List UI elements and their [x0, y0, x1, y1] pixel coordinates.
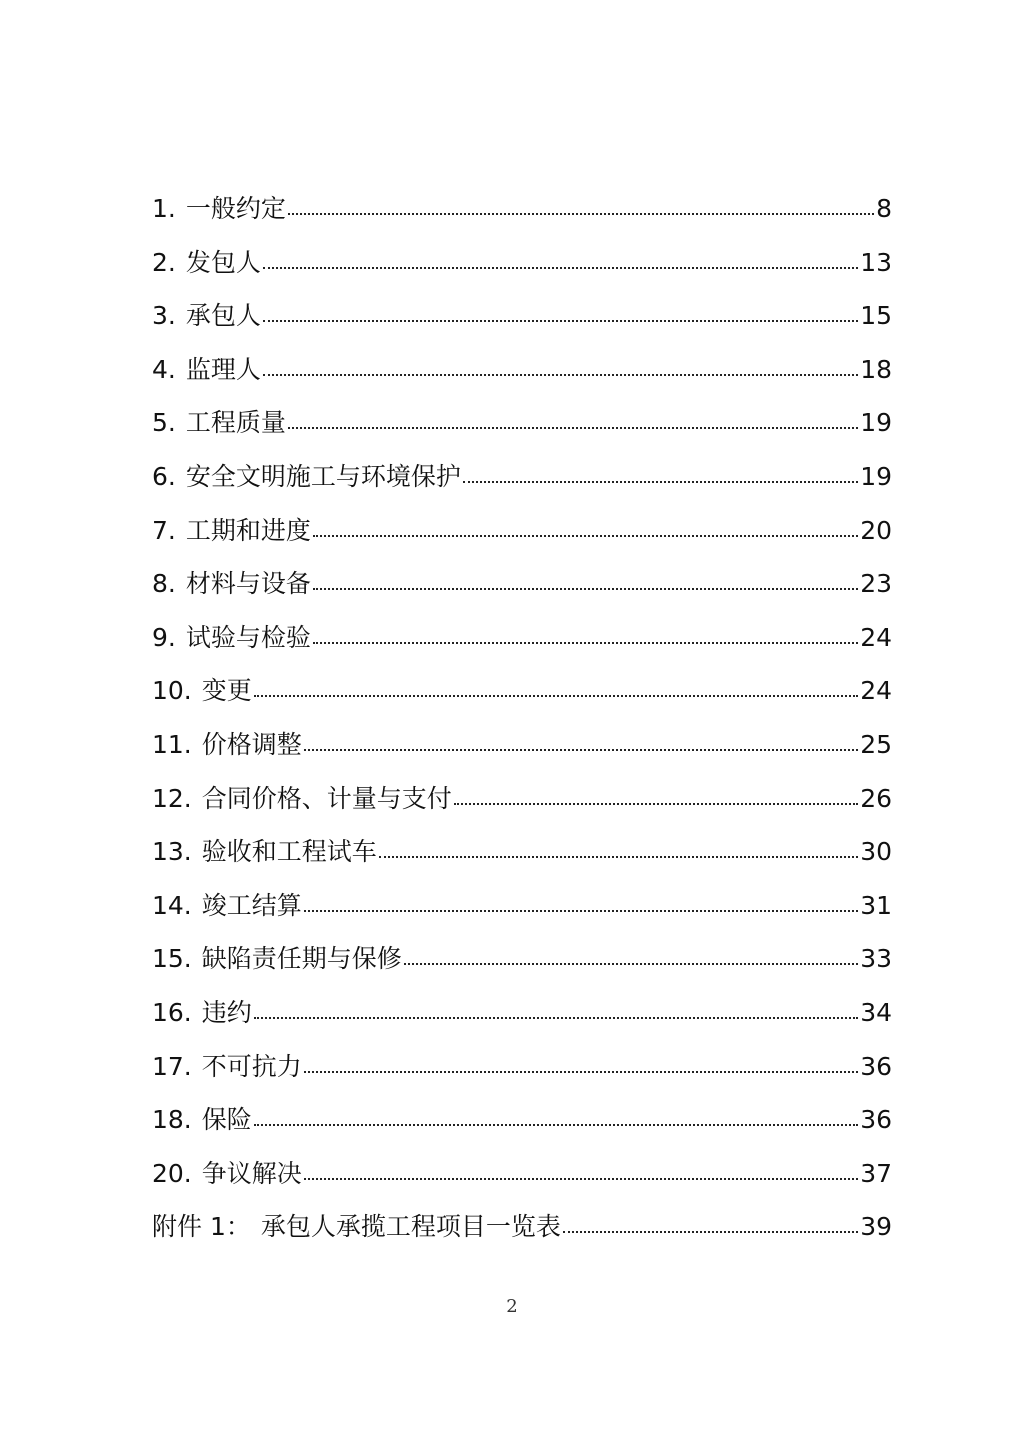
toc-entry-number: 6.: [152, 461, 176, 491]
toc-entry[interactable]: [152, 504, 892, 558]
toc-entry-number: 8.: [152, 569, 176, 599]
page-number: 2: [506, 1296, 518, 1317]
toc-entry[interactable]: [152, 718, 892, 772]
toc-entry-number: 16.: [152, 997, 192, 1027]
toc-entry-number: 12.: [152, 783, 192, 813]
toc-entry[interactable]: [152, 236, 892, 290]
toc-entry-page: 18: [860, 354, 892, 384]
toc-entry[interactable]: [152, 396, 892, 450]
toc-entry-number: 14.: [152, 890, 192, 920]
dot-leader: [254, 1103, 858, 1128]
toc-entry[interactable]: [152, 879, 892, 933]
toc-entry-number: 13.: [152, 837, 192, 867]
toc-entry-page: 36: [860, 1105, 892, 1135]
toc-entry[interactable]: [152, 1093, 892, 1147]
toc-entry-number: 17.: [152, 1051, 192, 1081]
toc-entry-page: 30: [860, 837, 892, 867]
toc-entry-title: 一般约定: [185, 194, 286, 223]
toc-entry[interactable]: [152, 825, 892, 879]
dot-leader: [463, 460, 858, 485]
toc-entry-title: 不可抗力: [201, 1051, 302, 1081]
dot-leader: [313, 621, 858, 646]
toc-entry-title: 保险: [201, 1105, 252, 1135]
toc-entry[interactable]: [152, 450, 892, 504]
toc-entry-title: 材料与设备: [185, 569, 311, 599]
toc-entry-page: 13: [860, 247, 892, 277]
toc-entry[interactable]: [152, 1200, 892, 1254]
toc-entry-number: 5.: [152, 408, 176, 438]
toc-entry-page: 15: [860, 301, 892, 331]
toc-entry-number: 1.: [152, 194, 176, 223]
toc-entry-title: 验收和工程试车: [201, 837, 377, 867]
table-of-contents: [152, 182, 892, 1254]
dot-leader: [304, 889, 858, 914]
dot-leader: [454, 782, 858, 807]
toc-entry-page: 37: [860, 1158, 892, 1188]
toc-entry-number: 20.: [152, 1158, 192, 1188]
toc-entry-title: 竣工结算: [201, 890, 302, 920]
toc-entry-title: 工程质量: [185, 408, 286, 438]
dot-leader: [263, 299, 858, 324]
toc-entry[interactable]: [152, 1147, 892, 1201]
toc-entry-page: 24: [860, 622, 892, 652]
toc-entry-number: 18.: [152, 1105, 192, 1135]
toc-entry-page: 8: [876, 194, 892, 223]
toc-entry-number: 9.: [152, 622, 176, 652]
toc-entry-page: 33: [860, 944, 892, 974]
dot-leader: [288, 192, 874, 217]
dot-leader: [254, 996, 858, 1021]
toc-entry-page: 34: [860, 997, 892, 1027]
toc-entry[interactable]: [152, 1040, 892, 1094]
toc-entry-title: 工期和进度: [185, 515, 311, 545]
toc-entry-number: 3.: [152, 301, 176, 331]
toc-entry-page: 36: [860, 1051, 892, 1081]
toc-entry[interactable]: [152, 664, 892, 718]
toc-entry-number: 10.: [152, 676, 192, 706]
toc-entry-title: 承包人: [185, 301, 261, 331]
toc-entry-title: 变更: [201, 676, 252, 706]
dot-leader: [288, 406, 858, 431]
toc-entry[interactable]: [152, 986, 892, 1040]
toc-entry-title: 价格调整: [201, 729, 302, 759]
toc-entry-page: 20: [860, 515, 892, 545]
toc-entry-page: 39: [860, 1212, 892, 1242]
toc-entry-number: 附件 1：: [152, 1212, 251, 1242]
toc-entry[interactable]: [152, 611, 892, 665]
toc-entry-number: 4.: [152, 354, 176, 384]
toc-entry-number: 15.: [152, 944, 192, 974]
toc-entry-title: 承包人承揽工程项目一览表: [260, 1212, 561, 1242]
toc-entry[interactable]: [152, 557, 892, 611]
toc-entry[interactable]: [152, 182, 892, 236]
toc-entry[interactable]: [152, 772, 892, 826]
toc-entry-title: 缺陷责任期与保修: [201, 944, 402, 974]
toc-entry-title: 发包人: [185, 247, 261, 277]
dot-leader: [254, 674, 858, 699]
toc-entry-page: 19: [860, 461, 892, 491]
dot-leader: [563, 1210, 858, 1235]
toc-entry-number: 11.: [152, 729, 192, 759]
toc-entry-number: 2.: [152, 247, 176, 277]
dot-leader: [304, 1050, 858, 1075]
toc-entry-page: 24: [860, 676, 892, 706]
toc-entry-page: 23: [860, 569, 892, 599]
toc-entry-title: 争议解决: [201, 1158, 302, 1188]
toc-entry-page: 26: [860, 783, 892, 813]
dot-leader: [263, 246, 858, 271]
dot-leader: [379, 835, 858, 860]
dot-leader: [263, 353, 858, 378]
toc-entry-title: 合同价格、计量与支付: [201, 783, 452, 813]
toc-entry-title: 违约: [201, 997, 252, 1027]
toc-entry-page: 25: [860, 729, 892, 759]
toc-entry-title: 监理人: [185, 354, 261, 384]
toc-entry[interactable]: [152, 343, 892, 397]
toc-entry-page: 19: [860, 408, 892, 438]
dot-leader: [313, 567, 858, 592]
dot-leader: [404, 942, 858, 967]
toc-entry[interactable]: [152, 932, 892, 986]
toc-entry-page: 31: [860, 890, 892, 920]
dot-leader: [304, 728, 858, 753]
toc-entry-title: 安全文明施工与环境保护: [185, 461, 461, 491]
dot-leader: [304, 1157, 858, 1182]
dot-leader: [313, 514, 858, 539]
toc-entry[interactable]: [152, 289, 892, 343]
toc-entry-number: 7.: [152, 515, 176, 545]
toc-entry-title: 试验与检验: [185, 622, 311, 652]
